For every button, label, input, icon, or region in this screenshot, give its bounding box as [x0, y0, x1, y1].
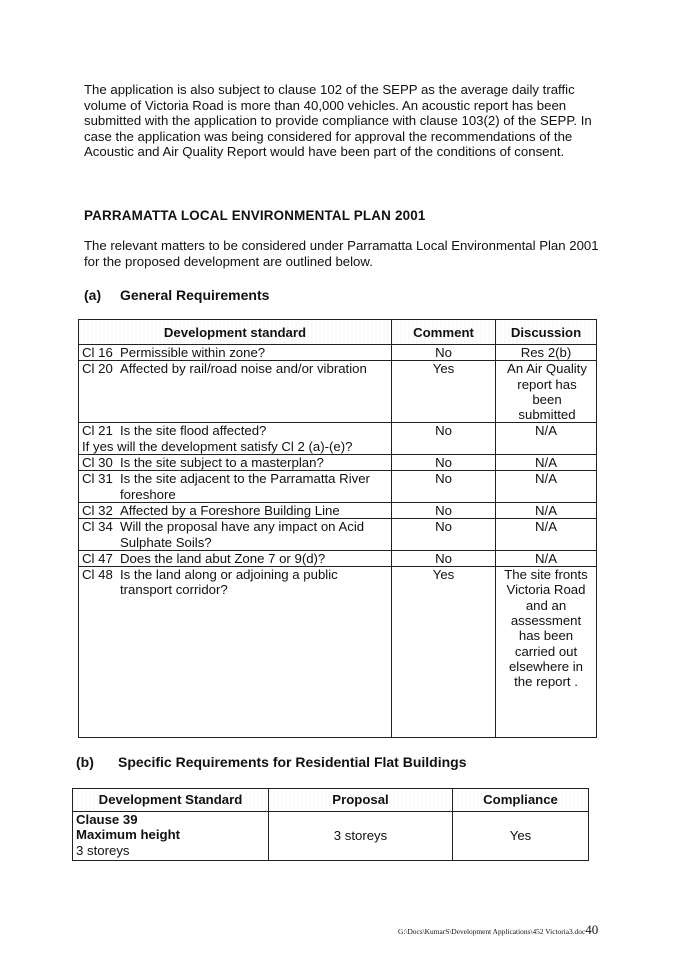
file-path: G:\Docs\KumarS\Development Applications\452 Victoria3.doc [398, 927, 586, 936]
clause-text: Affected by rail/road noise and/or vibration [120, 361, 367, 377]
comment-cell: No [392, 423, 496, 455]
discussion-cell: An Air Quality report has been submitted [496, 361, 597, 423]
header-compliance: Compliance [453, 789, 589, 812]
standard-value: 3 storeys [76, 842, 130, 858]
header-discussion: Discussion [496, 320, 597, 345]
clause-text: Does the land abut Zone 7 or 9(d)? [120, 550, 326, 566]
discussion-cell: Res 2(b) [496, 345, 597, 361]
clause-number: Cl 47 [82, 550, 113, 566]
comment-cell: No [392, 550, 496, 566]
clause-number: Cl 31 [82, 471, 113, 487]
specific-label: (b) [76, 754, 94, 770]
comment-cell: No [392, 471, 496, 503]
table-row [79, 455, 597, 471]
clause-number: Cl 48 [82, 567, 113, 583]
table-row [79, 550, 597, 566]
discussion-cell: N/A [496, 423, 597, 455]
clause-text: Is the land along or adjoining a public transport corridor? [120, 567, 338, 598]
clause-text: Is the site subject to a masterplan? [120, 455, 324, 471]
table-row [79, 519, 597, 551]
general-requirements-table [78, 319, 597, 738]
table-row [79, 345, 597, 361]
comment-cell: No [392, 519, 496, 551]
header-proposal: Proposal [269, 789, 453, 812]
general-requirements-heading [84, 287, 269, 303]
comment-cell: No [392, 455, 496, 471]
clause-number: Cl 21 [82, 423, 113, 439]
section-intro: The relevant matters to be considered under Parramatta Local Environmental Plan 2001 for the proposed development are outlined below. [84, 238, 599, 269]
header-development-standard: Development standard [79, 320, 392, 345]
clause-text: Permissible within zone? [120, 345, 266, 360]
table-row [79, 423, 597, 455]
clause-number: Cl 32 [82, 502, 113, 518]
header-development-standard: Development Standard [73, 789, 269, 812]
specific-requirements-heading [76, 754, 467, 770]
table-row [73, 812, 589, 861]
table-header-row [79, 320, 597, 345]
comment-cell: Yes [392, 567, 496, 738]
proposal-cell: 3 storeys [269, 812, 453, 861]
clause-number: Cl 20 [82, 361, 113, 377]
specific-requirements-table [72, 788, 589, 861]
table-header-row [73, 789, 589, 812]
table-row [79, 567, 597, 738]
comment-cell: No [392, 345, 496, 361]
compliance-cell: Yes [453, 812, 589, 861]
comment-cell: No [392, 502, 496, 518]
standard-name: Maximum height [76, 827, 181, 843]
page-footer [398, 922, 598, 938]
discussion-cell: N/A [496, 550, 597, 566]
clause-text: Will the proposal have any impact on Acid Sulphate Soils? [120, 519, 365, 550]
clause-text: Is the site adjacent to the Parramatta River foreshore [120, 471, 370, 502]
comment-cell: Yes [392, 361, 496, 423]
discussion-cell: N/A [496, 502, 597, 518]
discussion-cell: The site fronts Victoria Road and an assessment has been carried out elsewhere in the report . [496, 567, 597, 738]
clause-text: Is the site flood affected? [120, 423, 267, 439]
specific-title: Specific Requirements for Residential Flat Buildings [118, 754, 467, 770]
section-heading: PARRAMATTA LOCAL ENVIRONMENTAL PLAN 2001 [84, 208, 426, 223]
clause-number: Clause 39 [76, 812, 138, 827]
general-title: General Requirements [120, 287, 270, 303]
discussion-cell: N/A [496, 519, 597, 551]
clause-number: Cl 34 [82, 519, 113, 535]
clause-subtext: If yes will the development satisfy Cl 2 (a)-(e)? [82, 438, 353, 454]
clause-number: Cl 30 [82, 455, 113, 471]
header-comment: Comment [392, 320, 496, 345]
table-row [79, 502, 597, 518]
discussion-cell: N/A [496, 471, 597, 503]
intro-paragraph: The application is also subject to clause 102 of the SEPP as the average daily traffic volume of Victoria Road is more than 40,000 vehicles. An acoustic report has been submitted with the application to provide compliance with clause 103(2) of the SEPP. In case the application was being considered for approval the recommendations of the Acoustic and Air Quality Report would have been part of the conditions of consent. [84, 82, 592, 160]
general-label: (a) [84, 287, 102, 303]
clause-number: Cl 16 [82, 345, 113, 360]
discussion-cell: N/A [496, 455, 597, 471]
clause-text: Affected by a Foreshore Building Line [120, 502, 340, 518]
table-row [79, 361, 597, 423]
page-number: 40 [585, 922, 599, 937]
table-row [79, 471, 597, 503]
